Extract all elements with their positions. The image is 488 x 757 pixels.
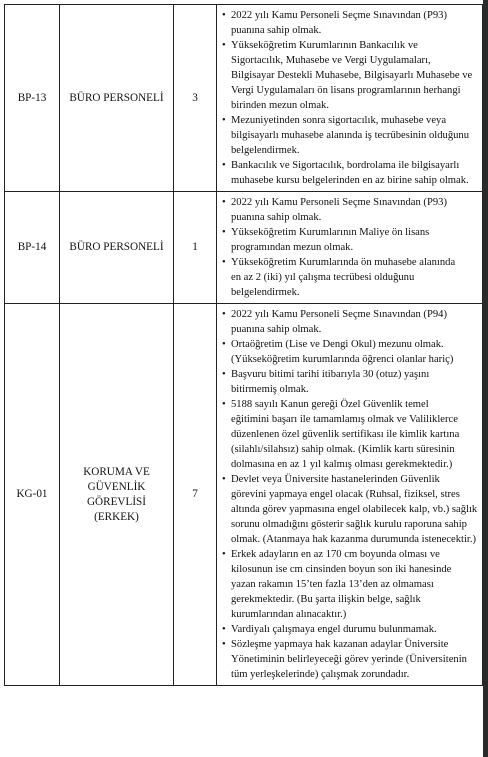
requirement-text: gerekmektedir. (Bu şarta ilişkin belge, sağlık <box>231 594 421 605</box>
bullet-icon: • <box>222 474 226 485</box>
requirement-line <box>222 53 478 68</box>
requirement-line <box>222 502 478 517</box>
position-count: 1 <box>174 192 217 304</box>
requirement-text: yazan rakamın 15’ten fazla 13’den az olmaması <box>231 579 434 590</box>
position-code: KG-01 <box>5 304 60 686</box>
requirement-line <box>222 158 478 173</box>
position-title <box>60 5 174 192</box>
position-count: 7 <box>174 304 217 686</box>
requirement-text: Mezuniyetinden sonra sigortacılık, muhasebe veya <box>231 115 447 126</box>
requirement-line <box>222 532 478 547</box>
requirement-line <box>222 472 478 487</box>
bullet-icon: • <box>222 197 226 208</box>
bullet-icon: • <box>222 639 226 650</box>
table-row <box>5 5 483 192</box>
requirement-line <box>222 412 478 427</box>
requirement-line <box>222 562 478 577</box>
requirement-text: Bilgisayar Destekli Muhasebe, Bilgisayarlı Muhasebe ve <box>231 70 473 81</box>
requirement-text: dolmasına en az 1 yıl kalmış olması gerekmektedir.) <box>231 459 453 470</box>
requirements-cell <box>217 5 483 192</box>
requirement-text: görevini yapmaya engel olacak (Ruhsal, fiziksel, stres <box>231 489 460 500</box>
requirement-line <box>222 143 478 158</box>
requirement-line <box>222 607 478 622</box>
requirement-line <box>222 337 478 352</box>
requirement-text: Ortaöğretim (Lise ve Dengi Okul) mezunu olmak. <box>231 339 444 350</box>
requirement-line <box>222 210 478 225</box>
requirement-line <box>222 83 478 98</box>
requirement-line <box>222 173 478 188</box>
position-code: BP-14 <box>5 192 60 304</box>
requirement-line <box>222 637 478 652</box>
requirement-line <box>222 195 478 210</box>
requirement-text: 2022 yılı Kamu Personeli Seçme Sınavından (P93) <box>231 197 447 208</box>
position-count: 3 <box>174 5 217 192</box>
position-title-line: GÖREVLİSİ <box>86 495 147 508</box>
bullet-icon: • <box>222 339 226 350</box>
requirement-text: puanına sahip olmak. <box>231 324 322 335</box>
position-title-line: (ERKEK) <box>94 510 139 523</box>
requirement-line <box>222 457 478 472</box>
requirements-cell <box>217 192 483 304</box>
requirement-text: Sözleşme yapmaya hak kazanan adaylar Üniversite <box>231 639 449 650</box>
bullet-icon: • <box>222 115 226 126</box>
right-edge-bar <box>483 0 488 757</box>
position-title-line: BÜRO PERSONELİ <box>69 241 164 253</box>
requirement-text: 2022 yılı Kamu Personeli Seçme Sınavından (P94) <box>231 309 447 320</box>
position-title-line: BÜRO PERSONELİ <box>69 91 164 104</box>
requirement-line <box>222 23 478 38</box>
requirement-text: olmak. (Atanmaya hak kazanma durumunda istenecektir.) <box>231 534 477 545</box>
requirement-line <box>222 577 478 592</box>
requirement-line <box>222 517 478 532</box>
requirement-line <box>222 352 478 367</box>
requirement-text: en az 2 (iki) yıl çalışma tecrübesi olduğunu <box>231 272 415 283</box>
requirement-text: bitirmemiş olmak. <box>231 384 309 395</box>
requirement-line <box>222 427 478 442</box>
requirement-text: Yükseköğretim Kurumlarının Bankacılık ve <box>231 40 418 51</box>
requirement-text: Vergi Uygulamaları ön lisans programlarının herhangi <box>231 85 461 96</box>
requirement-line <box>222 38 478 53</box>
requirement-line <box>222 285 478 300</box>
requirement-line <box>222 397 478 412</box>
positions-table-body <box>5 5 483 686</box>
requirement-line <box>222 8 478 23</box>
requirement-line <box>222 128 478 143</box>
position-title <box>60 192 174 304</box>
table-row <box>5 192 483 304</box>
requirement-line <box>222 667 478 682</box>
requirement-line <box>222 547 478 562</box>
table-row <box>5 304 483 686</box>
requirement-text: tüm yerleşkelerinde) çalışmak zorundadır. <box>231 669 410 680</box>
requirement-text: birinden mezun olmak. <box>231 100 329 111</box>
requirement-line <box>222 592 478 607</box>
bullet-icon: • <box>222 160 226 171</box>
requirement-text: eğitimini başarı ile tamamlamış olmak ve Valiliklerce <box>231 414 458 425</box>
requirement-text: puanına sahip olmak. <box>231 212 322 223</box>
bullet-icon: • <box>222 40 226 51</box>
position-code: BP-13 <box>5 5 60 192</box>
requirement-text: kilosunun ise cm cinsinden boyun son iki hanesinde <box>231 564 452 575</box>
requirement-line <box>222 68 478 83</box>
requirement-line <box>222 225 478 240</box>
requirement-line <box>222 270 478 285</box>
requirement-line <box>222 487 478 502</box>
bullet-icon: • <box>222 399 226 410</box>
requirement-line <box>222 442 478 457</box>
requirement-line <box>222 322 478 337</box>
requirement-line <box>222 307 478 322</box>
requirement-text: sorunu olmadığını gösterir sağlık kurulu raporuna sahip <box>231 519 467 530</box>
requirement-text: kurumlarından alınacaktır.) <box>231 609 347 620</box>
requirement-text: altında görev yapmasına engel olabilecek kalp, vb.) sağlık <box>231 504 478 515</box>
bullet-icon: • <box>222 624 226 635</box>
requirement-text: 5188 sayılı Kanun gereği Özel Güvenlik temel <box>231 399 429 410</box>
requirement-text: (Yükseköğretim kurumlarında öğrenci olanlar hariç) <box>231 354 454 365</box>
requirement-line <box>222 98 478 113</box>
requirement-text: bilgisayarlı muhasebe alanında iş tecrübesinin olduğunu <box>231 130 470 141</box>
requirement-text: Yükseköğretim Kurumlarının Maliye ön lisans <box>231 227 430 238</box>
requirement-text: Bankacılık ve Sigortacılık, bordrolama ile bilgisayarlı <box>231 160 460 171</box>
bullet-icon: • <box>222 549 226 560</box>
position-title-line: KORUMA VE <box>83 465 150 478</box>
requirement-text: belgelendirmek. <box>231 287 300 298</box>
bullet-icon: • <box>222 309 226 320</box>
requirement-line <box>222 652 478 667</box>
bullet-icon: • <box>222 369 226 380</box>
bullet-icon: • <box>222 257 226 268</box>
positions-table <box>4 4 483 686</box>
requirement-text: Devlet veya Üniversite hastanelerinden Güvenlik <box>231 474 440 485</box>
requirement-text: Sigortacılık, Muhasebe ve Vergi Uygulamaları, <box>231 55 431 66</box>
requirement-text: Erkek adayların en az 170 cm boyunda olması ve <box>231 549 440 560</box>
requirement-line <box>222 367 478 382</box>
requirement-text: (silahlı/silahsız) sahip olmak. (Kimlik kartı süresinin <box>231 444 455 455</box>
requirement-text: 2022 yılı Kamu Personeli Seçme Sınavından (P93) <box>231 10 447 21</box>
requirement-text: programından mezun olmak. <box>231 242 354 253</box>
requirement-line <box>222 622 478 637</box>
requirement-text: Vardiyalı çalışmaya engel durumu bulunmamak. <box>231 624 437 635</box>
position-title <box>60 304 174 686</box>
requirement-line <box>222 255 478 270</box>
requirement-text: puanına sahip olmak. <box>231 25 322 36</box>
bullet-icon: • <box>222 227 226 238</box>
requirement-text: muhasebe kursu belgelerinden en az birine sahip olmak. <box>231 175 469 186</box>
requirement-text: Yükseköğretim Kurumlarında ön muhasebe alanında <box>231 257 456 268</box>
requirement-text: belgelendirmek. <box>231 145 300 156</box>
requirements-cell <box>217 304 483 686</box>
requirement-text: düzenlenen özel güvenlik sertifikası ile kimlik kartına <box>231 429 460 440</box>
requirement-line <box>222 113 478 128</box>
requirement-text: Başvuru bitimi tarihi itibarıyla 30 (otuz) yaşını <box>231 369 430 380</box>
requirement-text: Yönetiminin belirleyeceği görev yerinde (Üniversitenin <box>231 654 467 665</box>
requirement-line <box>222 382 478 397</box>
bullet-icon: • <box>222 10 226 21</box>
position-title-line: GÜVENLİK <box>87 480 146 493</box>
requirement-line <box>222 240 478 255</box>
